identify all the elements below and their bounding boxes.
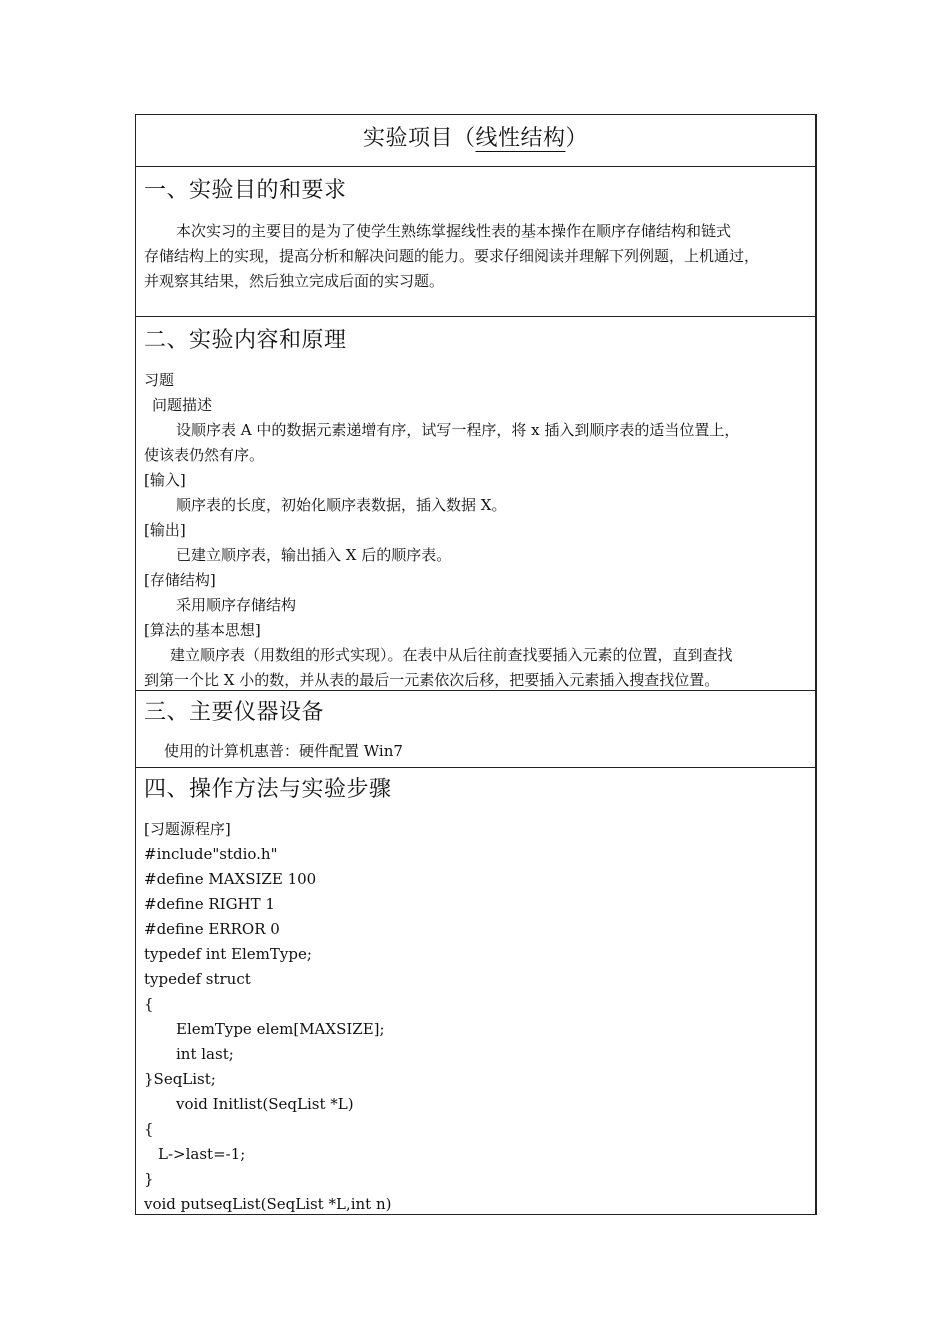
code-line: #define RIGHT 1 [144, 895, 275, 913]
section-heading: 二、实验内容和原理 [144, 328, 347, 353]
code-line: #define ERROR 0 [144, 920, 280, 938]
code-line: L->last=-1; [158, 1145, 246, 1163]
text-line: 已建立顺序表，输出插入 X 后的顺序表。 [176, 546, 452, 564]
code-line: typedef struct [144, 970, 251, 988]
section-equipment [136, 691, 815, 768]
source-label: [习题源程序] [144, 820, 231, 838]
code-line: void Initlist(SeqList *L) [176, 1095, 354, 1113]
text-line: 采用顺序存储结构 [176, 596, 297, 614]
text-line: 使用的计算机惠普：硬件配置 Win7 [164, 742, 403, 760]
section-heading: 三、主要仪器设备 [144, 700, 325, 725]
source-code [144, 817, 807, 1217]
code-line: { [144, 1120, 154, 1138]
exercise-label: 习题 [144, 371, 175, 389]
page-title: 实验项目（线性结构） [362, 126, 589, 151]
lab-report-table [135, 114, 817, 1215]
page-title-topic: 线性结构 [475, 126, 566, 151]
storage-label: [存储结构] [144, 571, 216, 589]
text-line: 顺序表的长度，初始化顺序表数据，插入数据 X。 [176, 496, 507, 514]
section-heading: 一、实验目的和要求 [144, 178, 347, 203]
output-label: [输出] [144, 521, 186, 539]
code-line: ElemType elem[MAXSIZE]; [176, 1020, 385, 1038]
title-row [136, 115, 815, 167]
section-heading: 四、操作方法与实验步骤 [144, 777, 392, 802]
text-line: 使该表仍然有序。 [144, 446, 265, 464]
code-line: void putseqList(SeqList *L,int n) [144, 1195, 392, 1213]
code-line: typedef int ElemType; [144, 945, 312, 963]
text-line: 本次实习的主要目的是为了使学生熟练掌握线性表的基本操作在顺序存储结构和链式 [176, 222, 732, 240]
code-line: #define MAXSIZE 100 [144, 870, 317, 888]
section-procedure [136, 768, 815, 1215]
code-line: { [144, 995, 154, 1013]
code-line: }SeqList; [144, 1070, 216, 1088]
algorithm-label: [算法的基本思想] [144, 621, 261, 639]
text-line: 设顺序表 A 中的数据元素递增有序，试写一程序，将 x 插入到顺序表的适当位置上， [176, 421, 740, 439]
code-line: int last; [176, 1045, 234, 1063]
equipment-text [144, 739, 807, 764]
problem-label: 问题描述 [152, 396, 213, 414]
content-text [144, 368, 807, 693]
section-content [136, 317, 815, 691]
code-line: #include"stdio.h" [144, 845, 278, 863]
text-line: 并观察其结果，然后独立完成后面的实习题。 [144, 272, 445, 290]
text-line: 存储结构上的实现，提高分析和解决问题的能力。要求仔细阅读并理解下列例题，上机通过， [144, 247, 760, 265]
section-objectives [136, 167, 815, 317]
input-label: [输入] [144, 471, 186, 489]
code-line: } [144, 1170, 154, 1188]
text-line: 建立顺序表（用数组的形式实现）。在表中从后往前查找要插入元素的位置，直到查找 [170, 646, 733, 664]
objectives-text [144, 219, 807, 294]
text-line: 到第一个比 X 小的数，并从表的最后一元素依次后移，把要插入元素插入搜查找位置。 [144, 671, 720, 689]
